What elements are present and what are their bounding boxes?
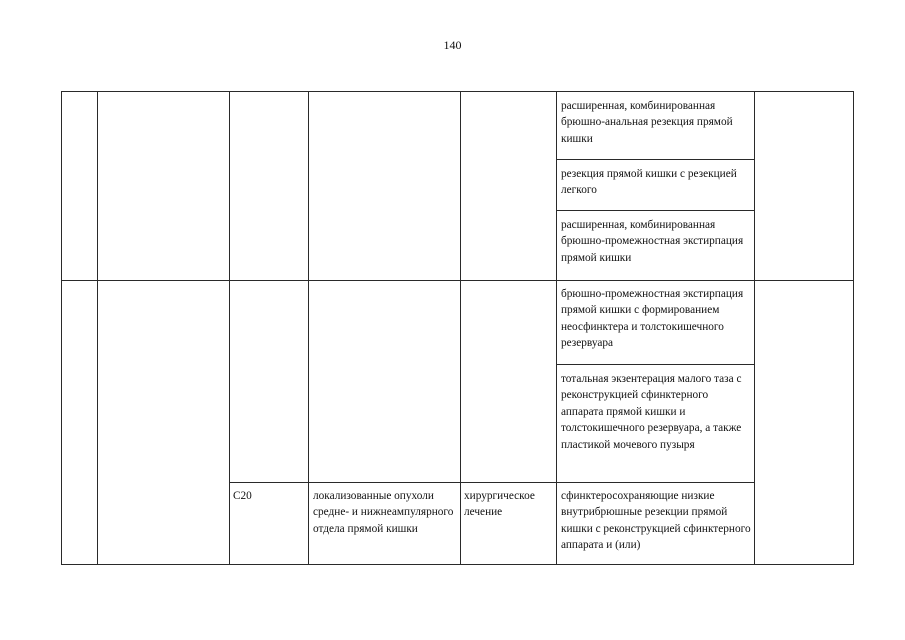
method-divider	[556, 210, 755, 211]
table-cell-method: резекция прямой кишки с резекцией легкого	[561, 168, 737, 197]
column-divider-5	[556, 91, 557, 564]
column-divider-3	[308, 91, 309, 564]
table-border-top	[61, 91, 854, 92]
table-cell-method: сфинктеросохраняющие низкие внутрибрюшные резекции прямой кишки с реконструкцией сфинктерного аппарата и (или)	[561, 490, 751, 552]
column-divider-1	[97, 91, 98, 564]
page-number: 140	[443, 38, 462, 52]
table-cell-method: расширенная, комбинированная брюшно-промежностная экстирпация прямой кишки	[561, 219, 744, 264]
column-divider-4	[460, 91, 461, 564]
column-divider-2	[229, 91, 230, 564]
subrow-divider	[229, 482, 755, 483]
table-border-left	[61, 91, 62, 564]
table-cell-code: C20	[233, 490, 252, 502]
method-divider	[556, 159, 755, 160]
row-divider	[61, 280, 854, 281]
table-border-right	[853, 91, 854, 565]
table-cell-method: брюшно-промежностная экстирпация прямой кишки с формированием неосфинктера и толстокишечного резервуара	[561, 288, 744, 350]
method-divider	[556, 364, 755, 365]
table-cell-method: тотальная экзентерация малого таза с реконструкцией сфинктерного аппарата прямой кишки и толстокишечного резервуара, а также пластикой мочевого пузыря	[561, 373, 742, 451]
table-cell-description: локализованные опухоли средне- и нижнеампулярного отдела прямой кишки	[313, 490, 454, 535]
table-cell-treatment: хирургическое лечение	[464, 490, 535, 519]
table-cell-method: расширенная, комбинированная брюшно-анальная резекция прямой кишки	[561, 100, 733, 145]
column-divider-6	[754, 91, 755, 564]
table-border-bottom	[61, 564, 854, 565]
